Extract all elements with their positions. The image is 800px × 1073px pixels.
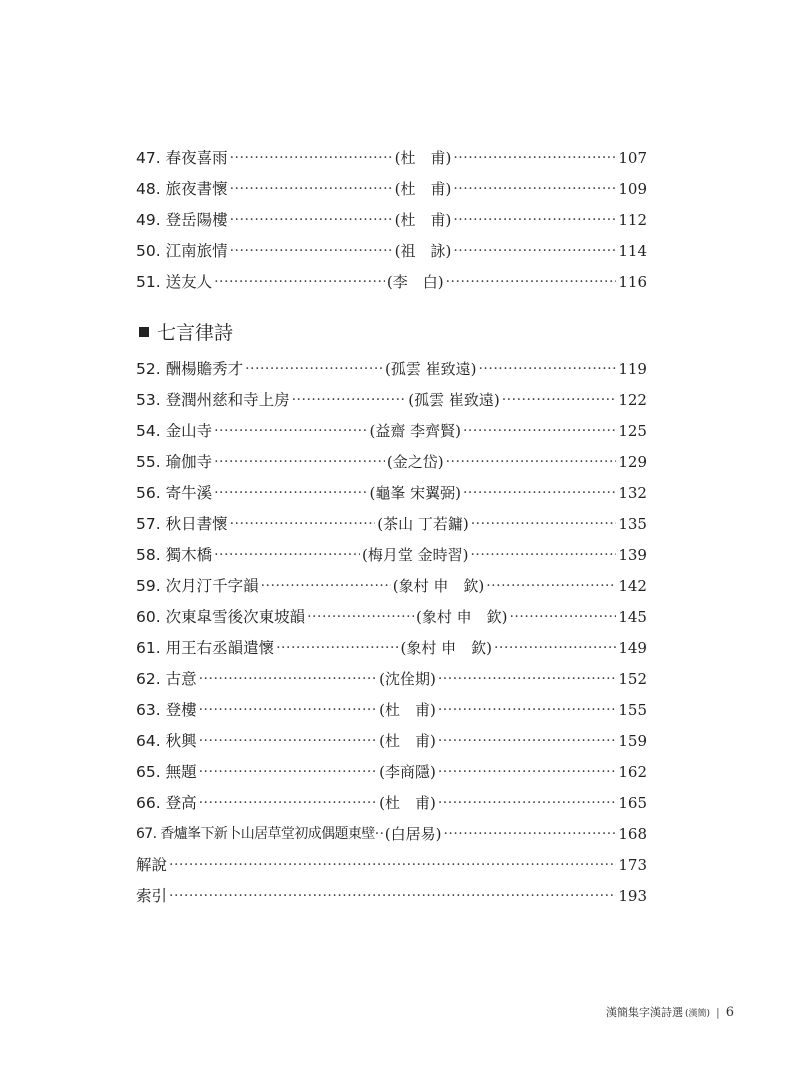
dot-leader — [471, 511, 617, 537]
dot-leader — [292, 387, 407, 413]
dot-leader — [443, 821, 616, 847]
toc-entry-author: (孤雲 崔致遠) — [384, 360, 477, 378]
dot-leader — [446, 449, 617, 475]
toc-entry-page: 122 — [618, 391, 647, 409]
dot-leader — [199, 697, 378, 723]
toc-entry[interactable] — [136, 728, 647, 754]
dot-leader — [486, 573, 616, 599]
toc-entry-page: 152 — [618, 670, 647, 688]
toc-entry-page: 135 — [618, 515, 647, 533]
toc-entry[interactable] — [136, 387, 647, 413]
toc-entry-title: 56. 寄牛溪 — [136, 484, 213, 502]
toc-entry-page: 119 — [618, 360, 647, 378]
page-number: 6 — [725, 1004, 734, 1020]
book-subtitle: (漢簡) — [684, 1008, 710, 1019]
toc-entry-page: 114 — [618, 242, 647, 260]
toc-entry-title: 64. 秋興 — [136, 732, 197, 750]
toc-entry-page: 193 — [618, 887, 647, 905]
toc-entry-title: 60. 次東皐雪後次東坡韻 — [136, 608, 306, 626]
dot-leader — [199, 759, 378, 785]
toc-entry-page: 149 — [618, 639, 647, 657]
dot-leader — [276, 635, 398, 661]
dot-leader — [199, 666, 378, 692]
dot-leader — [245, 356, 383, 382]
toc-entry-page: 168 — [618, 825, 647, 843]
dot-leader — [169, 852, 616, 878]
dot-leader — [375, 821, 385, 847]
section-title: 七言律詩 — [157, 322, 234, 344]
dot-leader — [230, 238, 393, 264]
toc-entry-page: 125 — [618, 422, 647, 440]
toc-entry-page: 129 — [618, 453, 647, 471]
toc-entry[interactable] — [136, 697, 647, 723]
dot-leader — [438, 697, 617, 723]
toc-entry-title: 48. 旅夜書懷 — [136, 180, 228, 198]
toc-entry-author: (李商隱) — [379, 763, 436, 781]
toc-entry[interactable] — [136, 449, 647, 475]
dot-leader — [463, 480, 616, 506]
toc-entry-title: 59. 次月汀千字韻 — [136, 577, 259, 595]
toc-entry[interactable] — [136, 666, 647, 692]
square-bullet-icon — [139, 327, 149, 337]
toc-entry-title: 66. 登高 — [136, 794, 197, 812]
toc-entry-author: (象村 申 欽) — [415, 608, 508, 626]
dot-leader — [199, 790, 378, 816]
toc-entry-author: (孤雲 崔致遠) — [408, 391, 500, 409]
toc-entry-title: 61. 用王右丞韻遣懷 — [136, 639, 275, 657]
toc-entry-title: 47. 春夜喜雨 — [136, 149, 228, 167]
toc-entry[interactable] — [136, 511, 647, 537]
toc-entry-author: (杜 甫) — [379, 732, 436, 750]
toc-entry[interactable] — [136, 356, 647, 382]
dot-leader — [199, 728, 378, 754]
toc-entry-title: 57. 秋日書懷 — [136, 515, 228, 533]
toc-entry[interactable] — [136, 480, 647, 506]
dot-leader — [453, 238, 616, 264]
toc-entry-title: 58. 獨木橋 — [136, 546, 213, 564]
toc-entry-author: (茶山 丁若鏞) — [377, 515, 469, 533]
book-title: 漢簡集字漢詩選 — [605, 1006, 683, 1019]
toc-entry[interactable] — [136, 145, 647, 171]
dot-leader — [261, 573, 391, 599]
dot-leader — [214, 269, 385, 295]
toc-entry[interactable] — [136, 759, 647, 785]
toc-entry-title: 62. 古意 — [136, 670, 197, 688]
toc-entry-page: 139 — [618, 546, 647, 564]
toc-entry-page: 162 — [618, 763, 647, 781]
toc-entry[interactable] — [136, 418, 647, 444]
toc-entry-page: 112 — [618, 211, 647, 229]
toc-entry[interactable] — [136, 269, 647, 295]
toc-entry-author: (祖 詠) — [394, 242, 452, 260]
toc-entry-author: (金之岱) — [386, 453, 444, 471]
dot-leader — [453, 207, 616, 233]
dot-leader — [446, 269, 617, 295]
dot-leader — [307, 604, 414, 630]
toc-entry-author: (益齋 李齊賢) — [369, 422, 461, 440]
toc-entry-title: 解說 — [136, 856, 168, 874]
page-footer — [606, 1004, 734, 1020]
toc-entry[interactable] — [136, 573, 647, 599]
toc-entry[interactable] — [136, 176, 647, 202]
toc-entry[interactable] — [136, 604, 647, 630]
toc-entry-author: (沈佺期) — [379, 670, 436, 688]
toc-entry-title: 54. 金山寺 — [136, 422, 213, 440]
toc-entry-index[interactable] — [136, 883, 647, 909]
toc-entry-author: (李 白) — [386, 273, 444, 291]
dot-leader — [470, 542, 616, 568]
toc-entry[interactable] — [136, 207, 647, 233]
toc-entry-page: 173 — [618, 856, 647, 874]
toc-entry-title: 55. 瑜伽寺 — [136, 453, 213, 471]
toc-entry-author: (杜 甫) — [379, 794, 436, 812]
dot-leader — [453, 176, 616, 202]
toc-entry-author: (龜峯 宋翼弼) — [369, 484, 461, 502]
dot-leader — [230, 207, 393, 233]
toc-entry-page: 145 — [618, 608, 647, 626]
toc-entry[interactable] — [136, 821, 647, 847]
dot-leader — [509, 604, 616, 630]
dot-leader — [438, 759, 617, 785]
toc-entry[interactable] — [136, 790, 647, 816]
dot-leader — [502, 387, 617, 413]
toc-entry-title: 索引 — [136, 887, 168, 905]
toc-entry-page: 116 — [618, 273, 647, 291]
dot-leader — [453, 145, 616, 171]
dot-leader — [463, 418, 616, 444]
dot-leader — [230, 145, 393, 171]
toc-entry-commentary[interactable] — [136, 852, 647, 878]
toc-entry[interactable] — [136, 542, 647, 568]
dot-leader — [478, 356, 616, 382]
dot-leader — [169, 883, 616, 909]
dot-leader — [230, 176, 393, 202]
toc-entry-page: 165 — [618, 794, 647, 812]
toc-entry-title: 50. 江南旅情 — [136, 242, 228, 260]
toc-entry-page: 109 — [618, 180, 647, 198]
toc-entry-title: 65. 無題 — [136, 763, 197, 781]
dot-leader — [214, 480, 367, 506]
dot-leader — [230, 511, 376, 537]
toc-entry-author: (白居易) — [384, 825, 442, 843]
toc-entry-author: (杜 甫) — [394, 180, 452, 198]
toc-entry-author: (杜 甫) — [394, 149, 452, 167]
toc-entry-title: 67. 香爐峯下新卜山居草堂初成偶題東壁 — [136, 826, 375, 842]
dot-leader — [438, 728, 617, 754]
section-heading — [139, 318, 233, 345]
toc-entry-author: (杜 甫) — [379, 701, 436, 719]
dot-leader — [214, 418, 367, 444]
toc-entry-title: 51. 送友人 — [136, 273, 213, 291]
toc-entry-author: (象村 申 欽) — [392, 577, 485, 595]
dot-leader — [438, 666, 617, 692]
toc-entry-page: 159 — [618, 732, 647, 750]
toc-entry[interactable] — [136, 635, 647, 661]
toc-entry-page: 155 — [618, 701, 647, 719]
footer-separator: | — [716, 1005, 720, 1019]
toc-entry-page: 107 — [618, 149, 647, 167]
toc-entry-title: 53. 登潤州慈和寺上房 — [136, 391, 290, 409]
dot-leader — [214, 542, 360, 568]
toc-entry-author: (梅月堂 金時習) — [361, 546, 469, 564]
toc-entry-title: 63. 登樓 — [136, 701, 197, 719]
toc-entry-page: 132 — [618, 484, 647, 502]
toc-entry-title: 49. 登岳陽樓 — [136, 211, 228, 229]
toc-entry-title: 52. 酬楊贍秀才 — [136, 360, 244, 378]
dot-leader — [214, 449, 385, 475]
toc-entry-author: (杜 甫) — [394, 211, 452, 229]
toc-entry-page: 142 — [618, 577, 647, 595]
toc-entry[interactable] — [136, 238, 647, 264]
toc-entry-author: (象村 申 欽) — [400, 639, 492, 657]
dot-leader — [438, 790, 617, 816]
dot-leader — [494, 635, 616, 661]
